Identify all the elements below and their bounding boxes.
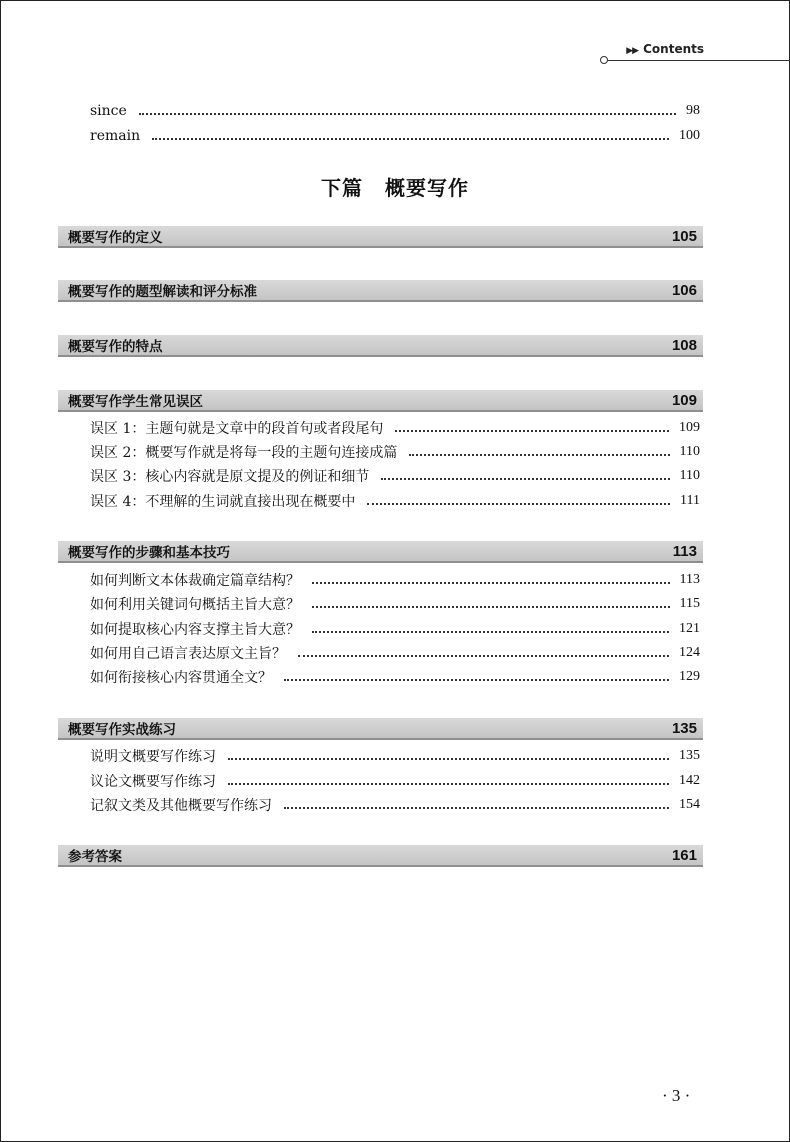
toc-entry-page: 124 bbox=[679, 645, 700, 660]
section-page: 109 bbox=[671, 391, 697, 409]
toc-entry-page: 113 bbox=[679, 572, 700, 587]
toc-entry[interactable] bbox=[90, 442, 700, 462]
toc-entry[interactable] bbox=[90, 594, 700, 614]
toc-entry-page: 109 bbox=[679, 420, 700, 435]
section-title: 概要写作的步骤和基本技巧 bbox=[68, 545, 230, 561]
header-rule bbox=[604, 60, 790, 61]
toc-entry-label: 议论文概要写作练习 bbox=[90, 774, 216, 790]
part-prefix: 下篇 bbox=[321, 176, 363, 200]
section-title: 概要写作的特点 bbox=[68, 339, 163, 355]
toc-entry-label: 误区 4：不理解的生词就直接出现在概要中 bbox=[90, 494, 356, 510]
dot-leader bbox=[228, 758, 669, 760]
toc-entry-page: 100 bbox=[679, 128, 700, 143]
toc-entry[interactable] bbox=[90, 667, 700, 687]
header-label: Contents bbox=[643, 42, 704, 56]
section-title: 概要写作实战练习 bbox=[68, 722, 176, 738]
section-title: 参考答案 bbox=[68, 849, 122, 865]
toc-entry-label: 如何提取核心内容支撑主旨大意？ bbox=[90, 622, 300, 638]
header-circle-icon bbox=[600, 56, 608, 64]
dot-leader bbox=[284, 807, 669, 809]
dot-leader bbox=[395, 430, 669, 432]
toc-entry-label: 误区 2：概要写作就是将每一段的主题句连接成篇 bbox=[90, 445, 398, 461]
section-heading[interactable] bbox=[58, 280, 703, 302]
toc-entry-page: 98 bbox=[686, 103, 700, 118]
toc-entry-label: 如何判断文本体裁确定篇章结构？ bbox=[90, 573, 300, 589]
section-heading[interactable] bbox=[58, 718, 703, 740]
dot-leader bbox=[139, 113, 676, 115]
part-name: 概要写作 bbox=[385, 176, 469, 200]
section-page: 105 bbox=[671, 227, 697, 245]
dot-leader bbox=[284, 679, 669, 681]
toc-entry[interactable] bbox=[90, 619, 700, 639]
section-heading[interactable] bbox=[58, 541, 703, 563]
section-page: 161 bbox=[671, 846, 697, 864]
toc-entry[interactable] bbox=[90, 491, 700, 511]
section-page: 106 bbox=[671, 281, 697, 299]
toc-entry-page: 121 bbox=[679, 621, 700, 636]
toc-entry-page: 110 bbox=[679, 444, 700, 459]
part-title bbox=[0, 172, 790, 201]
section-page: 135 bbox=[671, 719, 697, 737]
toc-entry-label: 如何用自己语言表达原文主旨？ bbox=[90, 646, 286, 662]
toc-entry-remain[interactable] bbox=[90, 126, 700, 146]
section-page: 108 bbox=[671, 336, 697, 354]
toc-entry[interactable] bbox=[90, 643, 700, 663]
toc-entry-label: since bbox=[90, 103, 127, 119]
toc-entry[interactable] bbox=[90, 570, 700, 590]
toc-entry-page: 135 bbox=[679, 748, 700, 763]
toc-entry-page: 111 bbox=[680, 493, 700, 508]
toc-entry-label: 如何衔接核心内容贯通全文？ bbox=[90, 670, 272, 686]
section-heading[interactable] bbox=[58, 845, 703, 867]
toc-entry[interactable] bbox=[90, 771, 700, 791]
toc-entry-page: 154 bbox=[679, 797, 700, 812]
section-title: 概要写作的题型解读和评分标准 bbox=[68, 284, 257, 300]
toc-entry[interactable] bbox=[90, 746, 700, 766]
toc-entry-label: 记叙文类及其他概要写作练习 bbox=[90, 798, 272, 814]
page-number: · 3 · bbox=[662, 1086, 691, 1105]
dot-leader bbox=[312, 631, 669, 633]
toc-entry[interactable] bbox=[90, 795, 700, 815]
double-arrow-icon: ▶▶ bbox=[626, 46, 639, 56]
section-heading[interactable] bbox=[58, 390, 703, 412]
toc-entry-label: remain bbox=[90, 128, 141, 144]
dot-leader bbox=[381, 478, 669, 480]
toc-entry-label: 误区 3：核心内容就是原文提及的例证和细节 bbox=[90, 469, 370, 485]
section-heading[interactable] bbox=[58, 335, 703, 357]
toc-entry-page: 142 bbox=[679, 773, 700, 788]
section-heading[interactable] bbox=[58, 226, 703, 248]
toc-entry[interactable] bbox=[90, 418, 700, 438]
toc-entry[interactable] bbox=[90, 466, 700, 486]
dot-leader bbox=[298, 655, 669, 657]
toc-entry-label: 说明文概要写作练习 bbox=[90, 749, 216, 765]
section-title: 概要写作学生常见误区 bbox=[68, 394, 203, 410]
toc-entry-label: 如何利用关键词句概括主旨大意？ bbox=[90, 597, 300, 613]
toc-entry-since[interactable] bbox=[90, 101, 700, 121]
section-title: 概要写作的定义 bbox=[68, 230, 163, 246]
toc-entry-page: 115 bbox=[679, 596, 700, 611]
dot-leader bbox=[312, 582, 670, 584]
dot-leader bbox=[152, 138, 669, 140]
section-page: 113 bbox=[672, 542, 697, 560]
dot-leader bbox=[312, 606, 670, 608]
dot-leader bbox=[367, 503, 670, 505]
toc-entry-page: 129 bbox=[679, 669, 700, 684]
toc-entry-label: 误区 1：主题句就是文章中的段首句或者段尾句 bbox=[90, 421, 384, 437]
dot-leader bbox=[228, 783, 669, 785]
running-header bbox=[626, 42, 704, 56]
toc-entry-page: 110 bbox=[679, 468, 700, 483]
dot-leader bbox=[409, 454, 669, 456]
